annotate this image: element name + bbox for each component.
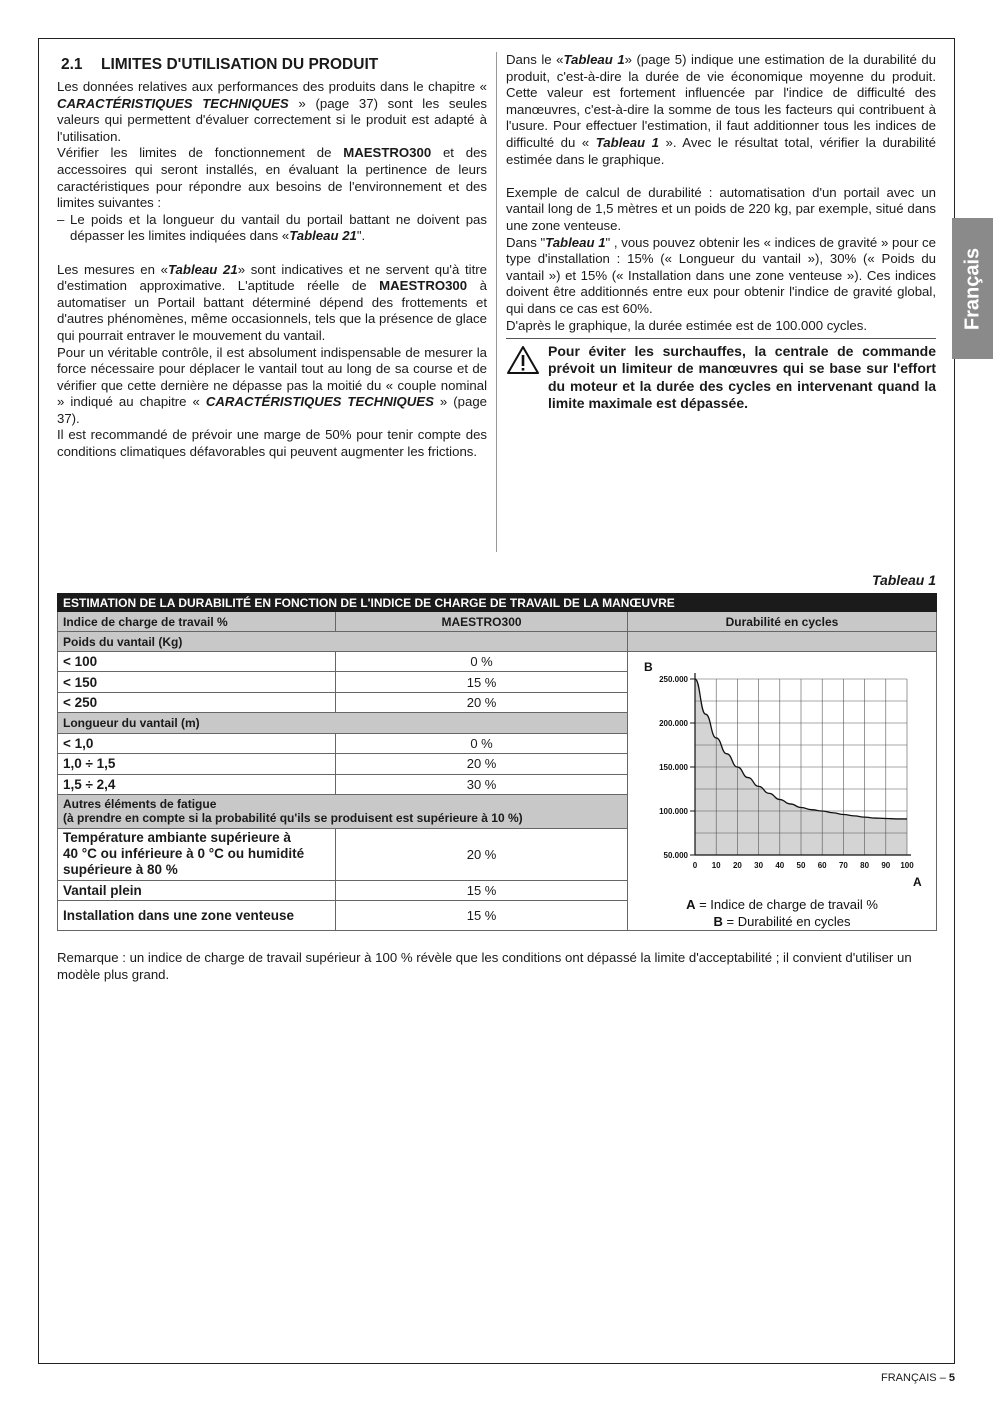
x-tick-label: 0 — [692, 861, 698, 870]
legend-a — [686, 897, 878, 912]
text: Pour un véritable contrôle, il est absolument indispensable de mesurer la force nécessaire pour déplacer le vantail tout au long de sa course et de vérifier que cette dernière ne dépasse pas la moitié du « couple nominal » indiqué au chapitre « — [57, 344, 487, 410]
warning-icon — [506, 343, 548, 412]
paragraph — [57, 345, 487, 428]
legend-a-key: A — [686, 897, 696, 912]
product-name: MAESTRO300 — [379, 278, 468, 294]
table-row — [58, 652, 937, 672]
group-label: Longueur du vantail (m) — [58, 713, 628, 733]
paragraph — [57, 145, 487, 211]
y-tick-label: 200.000 — [659, 719, 688, 728]
legend-b — [714, 914, 851, 929]
text: et des accessoires qui seront installés, en évaluant la pertinence de leurs caractéristiques pour répondre aux besoins de l'environnement et des limites suivantes : — [57, 145, 487, 211]
durability-chart — [633, 652, 931, 930]
group-label-line: (à prendre en compte si la probabilité qu'ils se produisent est supérieure à 10 %) — [63, 811, 523, 826]
table-reference: Tableau 1 — [563, 52, 625, 67]
x-tick-label: 60 — [817, 861, 827, 870]
table-header-row — [58, 612, 937, 632]
paragraph — [57, 262, 487, 345]
group-row — [58, 632, 937, 652]
text: ». Avec le résultat total, vérifier la durabilité estimée dans le graphique. — [506, 134, 936, 167]
chart-x-ticks — [693, 861, 914, 870]
text: Dans " — [506, 234, 546, 250]
column-header: Durabilité en cycles — [627, 612, 936, 632]
row-label: < 1,0 — [58, 733, 336, 753]
section-title: LIMITES D'UTILISATION DU PRODUIT — [101, 56, 379, 73]
warning-box — [506, 338, 936, 412]
chapter-reference: CARACTÉRISTIQUES TECHNIQUES — [57, 95, 289, 111]
y-tick-label: 50.000 — [663, 851, 688, 860]
row-value: 15 % — [336, 672, 628, 692]
language-tab-label: Français — [961, 247, 983, 330]
table-reference: Tableau 1 — [545, 234, 606, 250]
table-reference: Tableau 21 — [167, 261, 238, 277]
text: » (page 37) sont les seules valeurs qui permettent d'évaluer correctement si le produit est adapté à l'utilisation. — [57, 95, 487, 144]
language-tab — [952, 218, 993, 359]
row-label: Température ambiante supérieure à 40 °C ou inférieure à 0 °C ou humidité supérieure à 80 % — [58, 828, 336, 880]
section-number: 2.1 — [61, 56, 83, 73]
section-heading — [57, 55, 487, 75]
text: Les mesures en « — [57, 261, 168, 277]
row-label: Installation dans une zone venteuse — [58, 901, 336, 931]
group-label-line: Autres éléments de fatigue — [63, 797, 217, 812]
paragraph — [506, 235, 936, 318]
table-reference: Tableau 1 — [595, 134, 659, 150]
group-label — [58, 795, 628, 829]
x-tick-label: 80 — [860, 861, 870, 870]
row-label: < 100 — [58, 652, 336, 672]
x-tick-label: 40 — [775, 861, 785, 870]
row-value: 15 % — [336, 880, 628, 900]
x-tick-label: 90 — [881, 861, 891, 870]
page-footer — [881, 1372, 955, 1384]
row-value: 15 % — [336, 901, 628, 931]
text: Vérifier les limites de fonctionnement de — [57, 145, 344, 161]
text: à automatiser un Portail battant déterminé dépend des frottements et d'autres phénomènes, même occasionnels, tels que la présence de glace qui pourrait entraver le mouvement du vantail. — [57, 278, 487, 343]
legend-a-text: = Indice de charge de travail % — [695, 897, 878, 912]
paragraph: Exemple de calcul de durabilité : automatisation d'un portail avec un vantail long de 1,5 mètres et un poids de 220 kg, par exemple, situé dans une zone venteuse. — [506, 184, 936, 233]
table-title: ESTIMATION DE LA DURABILITÉ EN FONCTION DE L'INDICE DE CHARGE DE TRAVAIL DE LA MANŒUVRE — [58, 594, 937, 612]
row-label: Vantail plein — [58, 880, 336, 900]
table-title-row — [58, 594, 937, 612]
list-item — [57, 212, 487, 245]
y-tick-label: 150.000 — [659, 763, 688, 772]
text: ". — [356, 228, 366, 244]
row-value: 20 % — [336, 754, 628, 774]
x-axis-label: A — [912, 875, 922, 889]
footer-label: FRANÇAIS – — [881, 1372, 949, 1384]
row-value: 30 % — [336, 774, 628, 794]
left-column — [57, 55, 487, 461]
column-divider — [496, 52, 497, 552]
text: " , vous pouvez obtenir les « indices de gravité » pour ce type d'installation : 15% (« Longueur du vantail »), 30% (« Poids du vantail ») et 15% (« Installation dans une zone venteuse »). Ces indices doivent être additionnés entre eux pour obtenir l'indice de gravité global, qui dans ce cas est 60%. — [506, 234, 936, 316]
x-tick-label: 50 — [796, 861, 806, 870]
paragraph — [506, 52, 936, 168]
column-header: Indice de charge de travail % — [58, 612, 336, 632]
chart-y-ticks — [659, 675, 695, 860]
y-axis-label: B — [643, 660, 653, 674]
text: Le poids et la longueur du vantail du portail battant ne doivent pas dépasser les limites indiquées dans « — [70, 211, 487, 244]
text: » (page 37). — [57, 394, 488, 426]
warning-text: Pour éviter les surchauffes, la centrale de commande prévoit un limiteur de manœuvres qui se base sur l'effort du moteur et la durée des cycles en intervenant quand la limite maximale est dépassée. — [548, 343, 936, 411]
right-column — [506, 52, 936, 412]
legend-b-text: = Durabilité en cycles — [722, 914, 851, 929]
row-label: < 150 — [58, 672, 336, 692]
table-caption: Tableau 1 — [871, 572, 936, 588]
x-tick-label: 10 — [711, 861, 721, 870]
x-tick-label: 100 — [900, 861, 914, 870]
paragraph: D'après le graphique, la durée estimée est de 100.000 cycles. — [506, 317, 867, 333]
group-label: Poids du vantail (Kg) — [58, 632, 628, 652]
row-label: 1,0 ÷ 1,5 — [58, 754, 336, 774]
row-value: 20 % — [336, 692, 628, 712]
durability-table — [57, 593, 937, 931]
text: Les données relatives aux performances des produits dans le chapitre « — [57, 79, 487, 94]
row-label: 1,5 ÷ 2,4 — [58, 774, 336, 794]
remark-text: Remarque : un indice de charge de travail supérieur à 100 % révèle que les conditions ont dépassé la limite d'acceptabilité ; il convient d'utiliser un modèle plus grand. — [57, 950, 912, 982]
page-number: 5 — [948, 1372, 955, 1384]
x-tick-label: 20 — [732, 861, 742, 870]
x-tick-label: 70 — [838, 861, 848, 870]
x-tick-label: 30 — [754, 861, 764, 870]
group-blank — [627, 632, 936, 652]
text: » sont indicatives et ne servent qu'à titre d'estimation approximative. L'aptitude réelle de — [57, 261, 487, 294]
y-tick-label: 250.000 — [659, 675, 688, 684]
table-reference: Tableau 21 — [289, 228, 357, 244]
y-tick-label: 100.000 — [659, 807, 688, 816]
list-dash: – — [57, 211, 65, 227]
chapter-reference: CARACTÉRISTIQUES TECHNIQUES — [205, 394, 434, 410]
chart-cell — [627, 652, 936, 931]
paragraph: Il est recommandé de prévoir une marge de 50% pour tenir compte des conditions climatiques défavorables qui peuvent augmenter les frictions. — [57, 427, 487, 460]
legend-b-key: B — [713, 914, 723, 929]
text: » (page 5) indique une estimation de la durabilité du produit, c'est-à-dire la durée de vie économique moyenne du produit. Cette valeur est fortement influencée par l'indice de difficulté des manœuvres, c'est-à-dire la somme de tous les facteurs qui contribuent à l'usure. Pour effectuer l'estimation, il faut additionner tous les indices de difficulté du « — [506, 52, 936, 150]
paragraph — [57, 79, 487, 145]
column-header: MAESTRO300 — [336, 612, 628, 632]
row-value: 20 % — [336, 828, 628, 880]
row-label: < 250 — [58, 692, 336, 712]
row-value: 0 % — [336, 733, 628, 753]
product-name: MAESTRO300 — [343, 145, 432, 161]
row-value: 0 % — [336, 652, 628, 672]
text: Dans le « — [506, 52, 564, 67]
